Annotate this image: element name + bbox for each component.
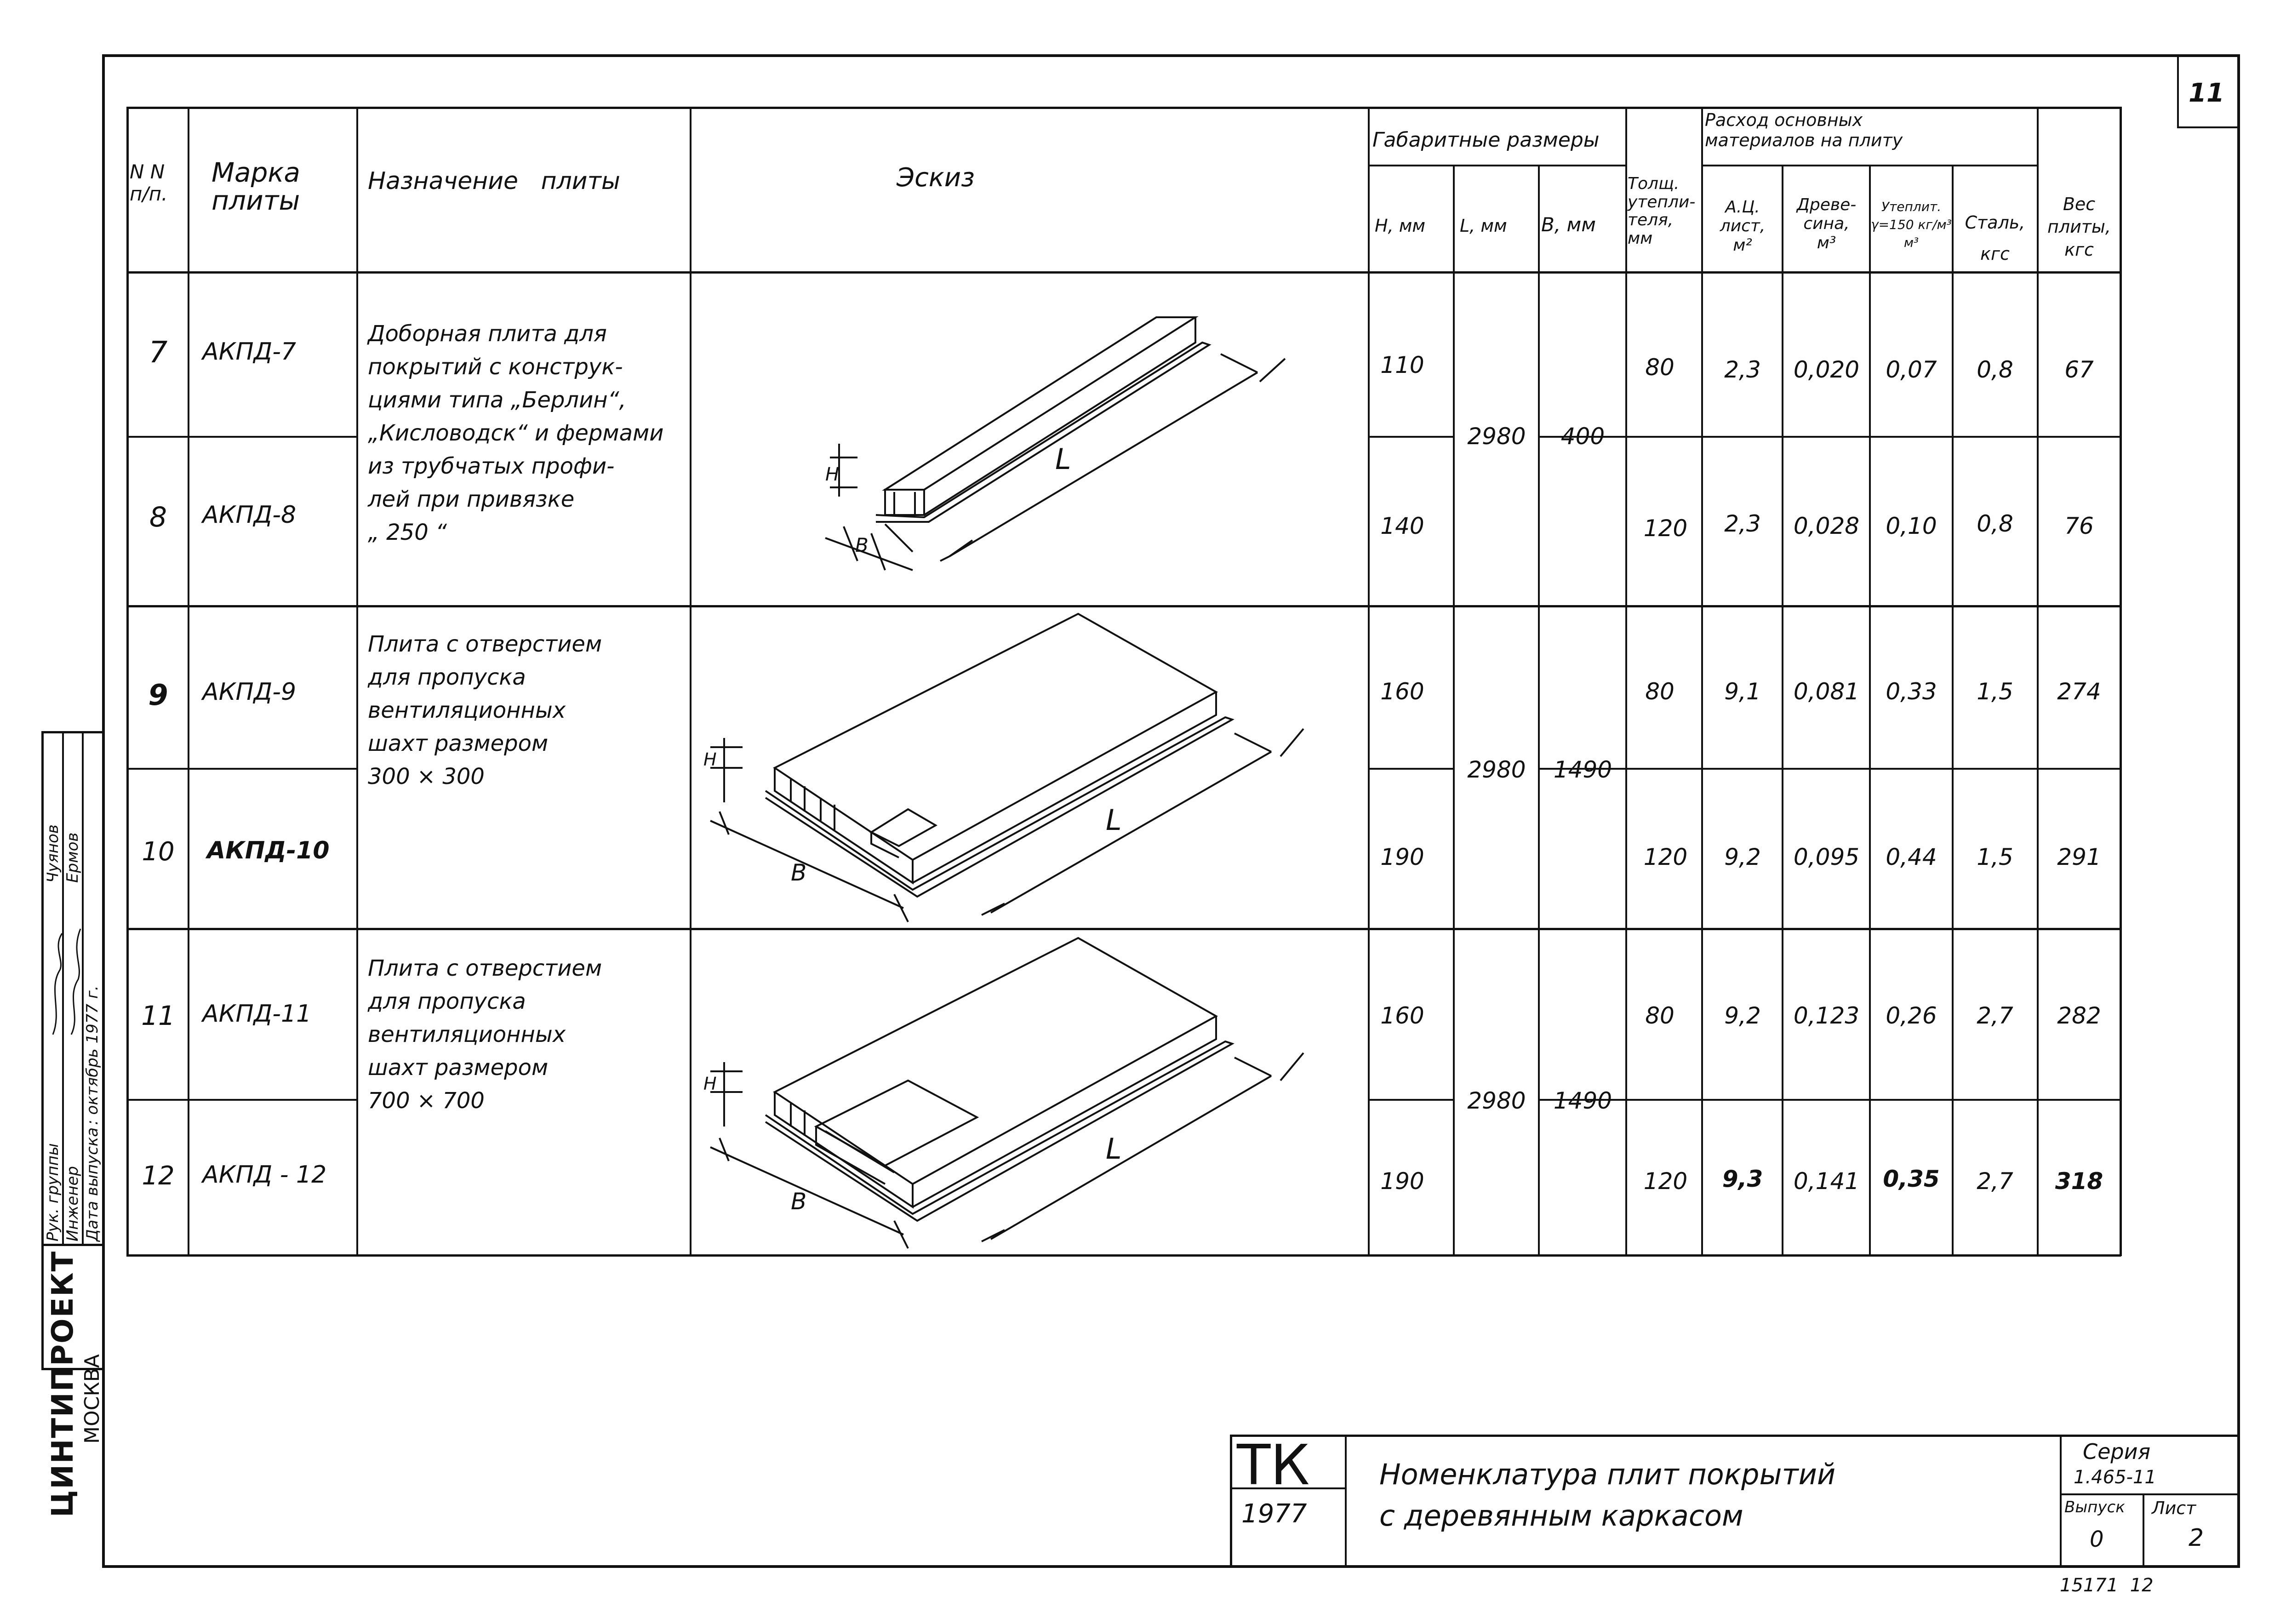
label-b: В: [855, 534, 869, 556]
tb-left: [1230, 1435, 1232, 1568]
label3-b: В: [791, 1188, 807, 1215]
col-8b: [1701, 271, 1703, 1256]
tb-title-line1: Номенклатура плит покрытий: [1379, 1458, 1836, 1491]
row9-weight: 274: [2057, 678, 2101, 705]
row10-insul: 0,44: [1886, 844, 1937, 870]
row7-bottom-a: [126, 436, 356, 438]
tb-sheet-value: 2: [2189, 1524, 2204, 1552]
row11-wood: 0,123: [1793, 1002, 1860, 1029]
plate-top-face: [885, 317, 1195, 490]
row7-bottom-b: [1368, 436, 1453, 438]
tb-series-value: 1.465-11: [2074, 1467, 2156, 1488]
stamp-row1-label: Рук. группы: [44, 1143, 62, 1241]
group2-bottom: [126, 928, 2121, 930]
row7-wood: 0,020: [1793, 356, 1860, 383]
col-7b: [1625, 271, 1627, 1256]
stamp-row2-name: Ермов: [63, 832, 82, 883]
row12-insul: 0,35: [1883, 1166, 1940, 1192]
row8-thick: 120: [1643, 515, 1688, 542]
row9-h: 160: [1380, 678, 1424, 705]
row10-weight: 291: [2057, 844, 2101, 870]
plate-flange: [876, 343, 1209, 522]
col-12b: [2037, 271, 2039, 1256]
col-3b: [690, 271, 692, 1256]
row7-num: 7: [149, 336, 168, 370]
tb-tk: ТК: [1237, 1434, 1310, 1498]
col-6: [1538, 165, 1540, 1256]
header-gabarit: Габаритные размеры: [1372, 128, 1600, 152]
tb-top: [1230, 1435, 2240, 1437]
col-11: [1952, 165, 1954, 1256]
row8-insul: 0,10: [1886, 513, 1937, 539]
group1-b: 400: [1560, 423, 1605, 450]
plate-front-face: [885, 490, 924, 515]
col-1b: [188, 271, 189, 1256]
col-5: [1453, 165, 1455, 1256]
row12-h: 190: [1380, 1168, 1424, 1195]
header-bottom: [126, 271, 2121, 274]
header-weight: Вес плиты, кгс: [2047, 194, 2111, 260]
row12-steel: 2,7: [1977, 1168, 2013, 1195]
row9-wood: 0,081: [1793, 678, 1860, 705]
row12-num: 12: [142, 1161, 175, 1191]
frame-top: [102, 54, 2240, 57]
row7-thick: 80: [1645, 354, 1674, 381]
group2-b: 1490: [1553, 756, 1612, 783]
tb-col2: [2060, 1435, 2062, 1568]
header-b: В, мм: [1541, 213, 1596, 236]
row10-wood: 0,095: [1793, 844, 1860, 870]
group1-purpose: Доборная плита для покрытий с конструк- циями типа „Берлин“, „Кисловодск“ и фермами из трубчатых профи- лей при привязке „ 250 “: [368, 321, 664, 545]
row7-mark: АКПД-7: [202, 338, 297, 366]
sketch-plate-large-hole: [692, 933, 1366, 1255]
label-h: H: [825, 464, 840, 485]
tb-issue-sep: [2143, 1493, 2144, 1568]
row10-num: 10: [142, 837, 175, 867]
sketch-plate-small-hole: [692, 609, 1366, 926]
footer-number: 15171 12: [2060, 1575, 2154, 1596]
col-13b: [2120, 271, 2122, 1256]
row11-bottom-a: [126, 1099, 356, 1101]
label3-h: H: [703, 1074, 717, 1094]
row10-ac: 9,2: [1724, 844, 1761, 870]
frame-bottom: [102, 1565, 2240, 1568]
plate-side-face: [924, 317, 1195, 515]
gabarit-sub: [1368, 165, 1625, 166]
row10-mark: АКПД-10: [207, 837, 330, 864]
city-block: [80, 1324, 103, 1444]
row11-insul: 0,26: [1886, 1002, 1937, 1029]
header-steel: Сталь, кгс: [1965, 212, 2025, 264]
group2-l: 2980: [1467, 756, 1526, 783]
sheet-box-left: [2177, 57, 2179, 128]
tb-title-line2: с деревянным каркасом: [1379, 1499, 1743, 1533]
row8-steel: 0,8: [1977, 510, 2013, 537]
frame-right: [2237, 54, 2240, 1568]
row12-wood: 0,141: [1793, 1168, 1860, 1195]
row8-num: 8: [149, 501, 167, 533]
plate2-side-face: [913, 692, 1216, 883]
row9-mark: АКПД-9: [202, 678, 297, 706]
row9-steel: 1,5: [1977, 678, 2013, 705]
header-purpose: Назначение плиты: [368, 167, 620, 195]
header-ac: А.Ц. лист, м²: [1720, 198, 1766, 255]
hole-small: [871, 809, 936, 846]
row9-bottom-a: [126, 768, 356, 770]
row12-thick: 120: [1643, 1168, 1688, 1195]
row11-mark: АКПД-11: [202, 1000, 312, 1028]
row10-h: 190: [1380, 844, 1424, 870]
row9-ac: 9,1: [1724, 678, 1761, 705]
row11-bottom-b: [1368, 1099, 1453, 1101]
label2-l: L: [1106, 803, 1122, 837]
label2-h: H: [703, 749, 717, 770]
label3-l: L: [1106, 1132, 1122, 1166]
row7-insul: 0,07: [1886, 356, 1937, 383]
header-thickness: Толщ. утепли- теля, мм: [1628, 174, 1696, 248]
header-l: L, мм: [1460, 216, 1507, 236]
row8-wood: 0,028: [1793, 513, 1860, 539]
row11-h: 160: [1380, 1002, 1424, 1029]
tb-issue-label: Выпуск: [2064, 1498, 2125, 1516]
stamp-row3-value: : октябрь 1977 г.: [83, 985, 102, 1125]
row10-steel: 1,5: [1977, 844, 2013, 870]
plate2-top-face: [775, 614, 1216, 860]
row12-weight: 318: [2055, 1168, 2103, 1195]
group2-purpose: Плита с отверстием для пропуска вентиляционных шахт размером 300 × 300: [368, 631, 602, 789]
label2-b: В: [791, 859, 807, 886]
col-4b: [1368, 271, 1370, 1256]
header-h: Н, мм: [1375, 216, 1426, 236]
sheet-box-bottom: [2177, 126, 2240, 128]
stamp-signatures: [44, 920, 101, 1048]
stamp-row3-label: Дата выпуска: [83, 1127, 102, 1241]
label-l: L: [1055, 442, 1071, 476]
tb-year: 1977: [1241, 1499, 1307, 1529]
tb-series-sep: [2060, 1493, 2240, 1495]
header-wood: Древе- сина, м³: [1796, 195, 1857, 252]
sketch-narrow-plate: [692, 276, 1366, 602]
stamp-top: [41, 731, 103, 733]
sheet-number: 11: [2189, 78, 2224, 108]
row7-ac: 2,3: [1724, 356, 1761, 383]
group3-l: 2980: [1467, 1087, 1526, 1114]
row9-bottom-b: [1368, 768, 1453, 770]
group1-l: 2980: [1467, 423, 1526, 450]
group3-purpose: Плита с отверстием для пропуска вентиляционных шахт размером 700 × 700: [368, 955, 602, 1114]
row11-ac: 9,2: [1724, 1002, 1761, 1029]
row8-h: 140: [1380, 513, 1424, 539]
publisher-name: ЦИНТИПРОЕКТ: [46, 1250, 80, 1517]
tb-col1: [1345, 1435, 1347, 1568]
stamp-row1-name: Чуянов: [44, 824, 62, 883]
row7-h: 110: [1380, 352, 1424, 378]
row8-weight: 76: [2064, 513, 2094, 539]
tb-sheet-label: Лист: [2152, 1498, 2196, 1518]
row8-mark: АКПД-8: [202, 501, 297, 529]
tb-series-label: Серия: [2083, 1439, 2151, 1464]
row12-mark: АКПД - 12: [202, 1161, 327, 1189]
row8-ac: 2,3: [1724, 510, 1761, 537]
publisher-block: [46, 1250, 83, 1517]
header-sketch: Эскиз: [897, 163, 975, 193]
stamp-row2-label: Инженер: [63, 1166, 82, 1241]
col-0b: [126, 271, 129, 1256]
row11-steel: 2,7: [1977, 1002, 2013, 1029]
row11-num: 11: [141, 1000, 175, 1031]
stamp-mid: [41, 1244, 103, 1246]
row9-thick: 80: [1645, 678, 1674, 705]
row9-num: 9: [148, 678, 168, 712]
tb-issue-value: 0: [2090, 1527, 2104, 1552]
row7-steel: 0,8: [1977, 356, 2013, 383]
row11-weight: 282: [2057, 1002, 2101, 1029]
col-9: [1782, 165, 1783, 1256]
header-mark: Марка плиты: [211, 157, 300, 216]
city-name: МОСКВА: [80, 1354, 104, 1444]
hole-large: [816, 1081, 977, 1166]
row10-thick: 120: [1643, 844, 1688, 870]
row11-thick: 80: [1645, 1002, 1674, 1029]
row7-weight: 67: [2064, 356, 2094, 383]
header-insul: Утеплит. γ=150 кг/м³ м³: [1871, 199, 1952, 251]
col-2b: [356, 271, 358, 1256]
row12-ac: 9,3: [1722, 1166, 1763, 1192]
table-top: [126, 107, 2121, 109]
header-consumption: Расход основных материалов на плиту: [1705, 110, 1903, 150]
group3-b: 1490: [1553, 1087, 1612, 1114]
col-10: [1869, 165, 1871, 1256]
group1-bottom: [126, 605, 2121, 607]
header-num: N N п/п.: [130, 160, 168, 206]
row9-insul: 0,33: [1886, 678, 1937, 705]
